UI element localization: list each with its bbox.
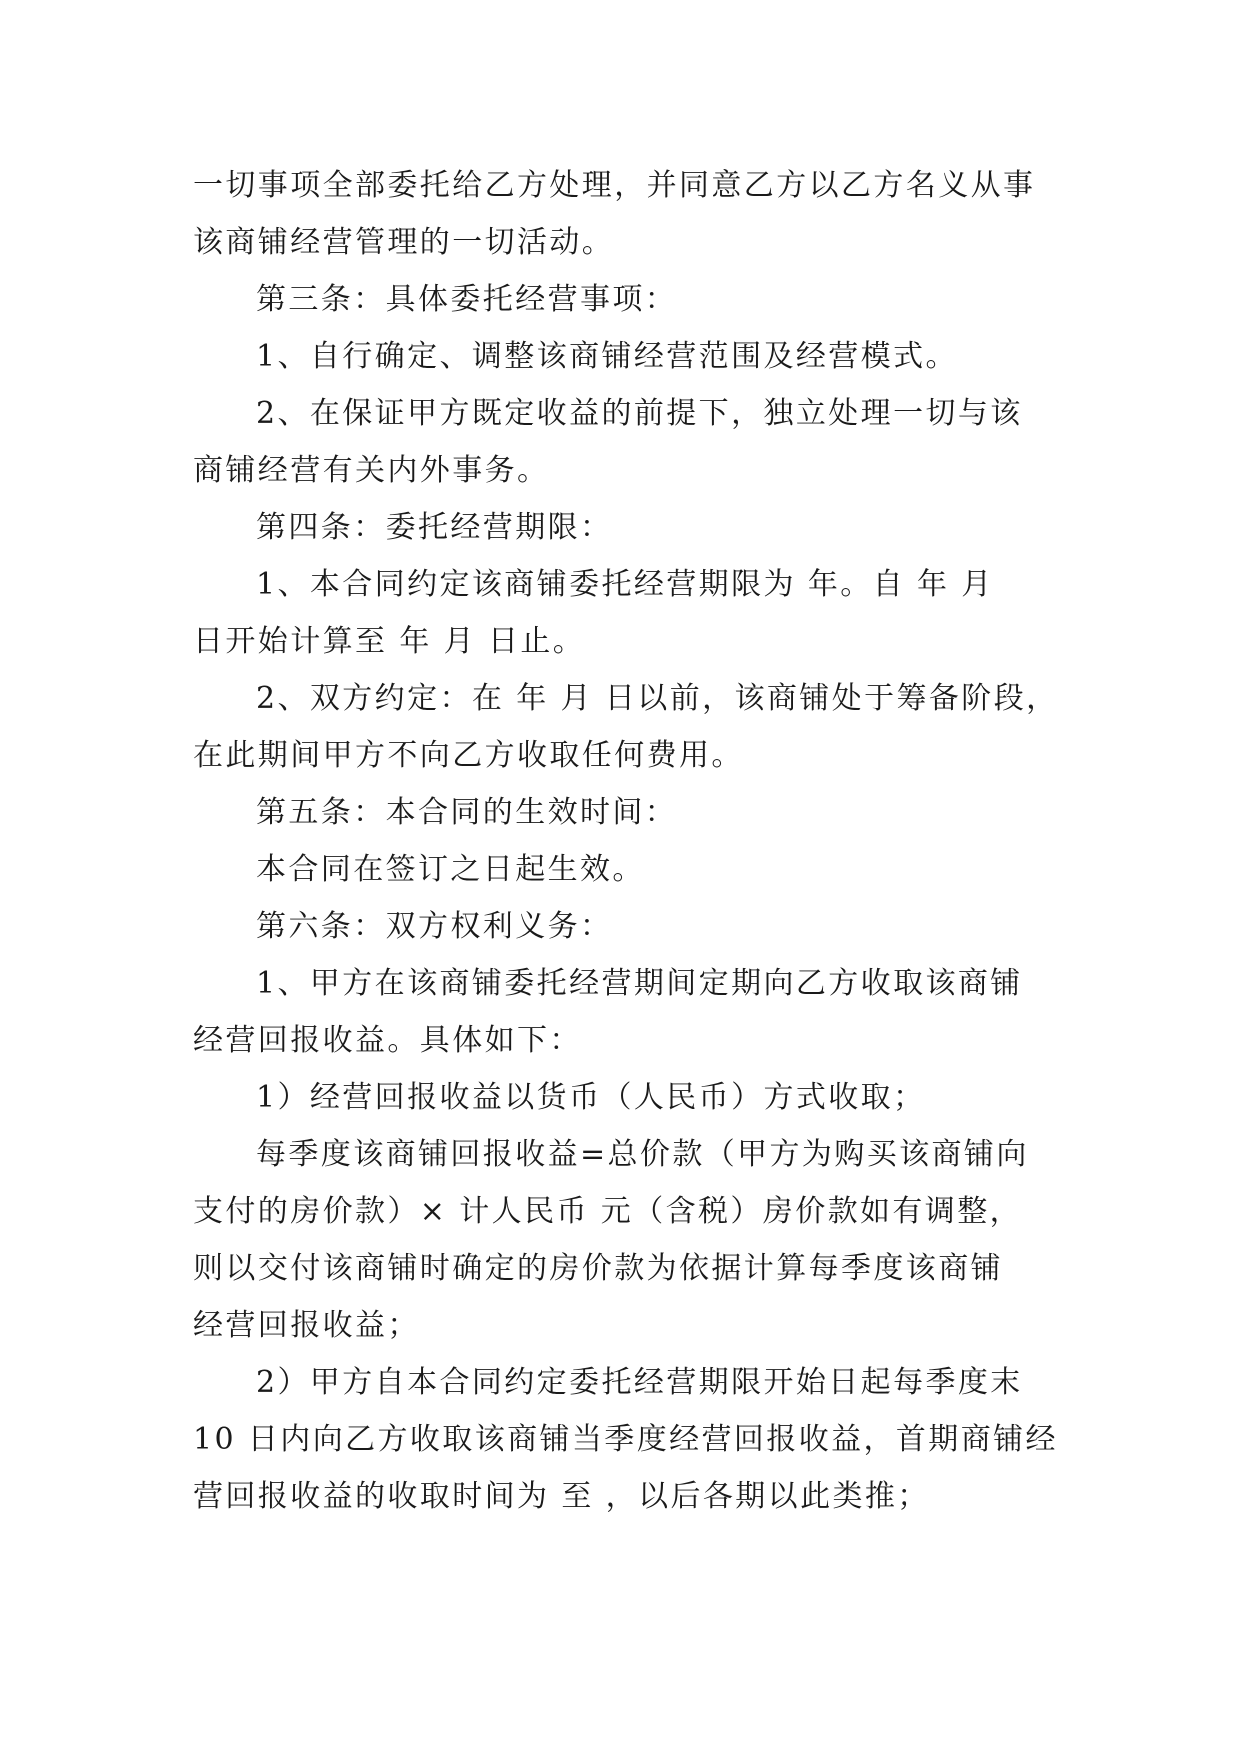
text-line: 1、甲方在该商铺委托经营期间定期向乙方收取该商铺 xyxy=(256,966,1023,1001)
text-line: 1、自行确定、调整该商铺经营范围及经营模式。 xyxy=(256,339,958,374)
text-line: 日开始计算至 年 月 日止。 xyxy=(193,624,586,659)
text-line: 经营回报收益； xyxy=(193,1308,420,1343)
text-line: 一切事项全部委托给乙方处理，并同意乙方以乙方名义从事 xyxy=(193,168,1036,203)
section-heading: 第五条：本合同的生效时间： xyxy=(256,795,678,830)
text-line: 10 日内向乙方收取该商铺当季度经营回报收益，首期商铺经 xyxy=(193,1422,1058,1457)
section-heading: 第六条：双方权利义务： xyxy=(256,909,613,944)
text-line: 每季度该商铺回报收益=总价款（甲方为购买该商铺向 xyxy=(256,1137,1029,1172)
text-line: 营回报收益的收取时间为 至 ，以后各期以此类推； xyxy=(193,1479,930,1514)
text-line: 2、双方约定：在 年 月 日以前，该商铺处于筹备阶段， xyxy=(256,681,1059,716)
text-line: 在此期间甲方不向乙方收取任何费用。 xyxy=(193,738,744,773)
text-line: 则以交付该商铺时确定的房价款为依据计算每季度该商铺 xyxy=(193,1251,1003,1286)
text-line: 2）甲方自本合同约定委托经营期限开始日起每季度末 xyxy=(256,1365,1023,1400)
text-line: 2、在保证甲方既定收益的前提下，独立处理一切与该 xyxy=(256,396,1023,431)
text-line: 支付的房价款）× 计人民币 元（含税）房价款如有调整， xyxy=(193,1194,1023,1229)
section-heading: 第四条：委托经营期限： xyxy=(256,510,613,545)
section-heading: 第三条：具体委托经营事项： xyxy=(256,282,678,317)
text-line: 商铺经营有关内外事务。 xyxy=(193,453,550,488)
text-line: 本合同在签订之日起生效。 xyxy=(256,852,645,887)
text-line: 经营回报收益。具体如下： xyxy=(193,1023,582,1058)
text-line: 1）经营回报收益以货币（人民币）方式收取； xyxy=(256,1080,926,1115)
text-line: 该商铺经营管理的一切活动。 xyxy=(193,225,615,260)
text-line: 1、本合同约定该商铺委托经营期限为 年。自 年 月 xyxy=(256,567,994,602)
